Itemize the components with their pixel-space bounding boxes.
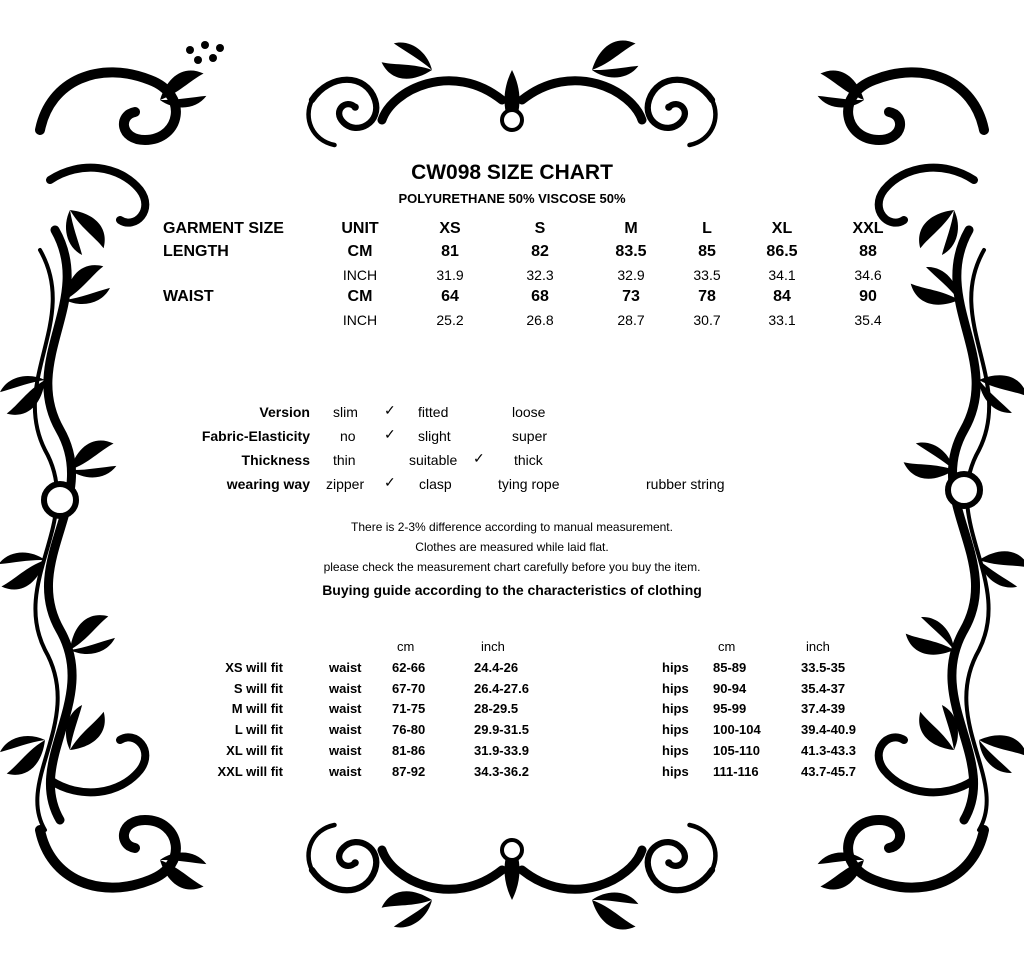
table-cell: 90 [859, 288, 877, 305]
table-cell: 85 [698, 243, 716, 260]
guide-fit-label: S will fit [233, 681, 283, 696]
attr-option: zipper [326, 476, 365, 492]
note-line: please check the measurement chart carefully before you buy the item. [323, 560, 701, 574]
guide-waist-label: waist [329, 701, 362, 716]
attr-option: slim [333, 404, 358, 420]
attr-option: no [340, 428, 356, 444]
guide-hips-cm: 105-110 [713, 743, 760, 758]
row-label-waist: WAIST [163, 288, 214, 305]
buying-guide-title: Buying guide according to the characteristics of clothing [322, 582, 702, 598]
guide-fit-label: XS will fit [225, 660, 283, 675]
guide-waist-inch: 31.9-33.9 [474, 743, 529, 758]
table-cell: 35.4 [854, 312, 882, 328]
guide-waist-cm: 87-92 [392, 764, 426, 779]
guide-fit-label: XXL will fit [217, 764, 283, 779]
check-icon: ✓ [384, 426, 396, 442]
guide-waist-cm: 62-66 [392, 660, 426, 675]
attr-option: suitable [409, 452, 458, 468]
guide-waist-inch: 29.9-31.5 [474, 722, 529, 737]
guide-waist-inch: 26.4-27.6 [474, 681, 529, 696]
attr-label-version: Version [259, 404, 310, 420]
row-unit: CM [347, 288, 373, 305]
attr-option: rubber string [646, 476, 725, 492]
guide-waist-inch: 28-29.5 [474, 701, 519, 716]
table-cell: 34.1 [768, 267, 796, 283]
guide-header-inch: inch [481, 639, 505, 654]
table-cell: 33.1 [768, 312, 796, 328]
top-center-ornament [309, 35, 716, 145]
table-cell: 86.5 [766, 243, 798, 260]
attr-label-wearing-way: wearing way [226, 476, 310, 492]
table-cell: 83.5 [615, 243, 647, 260]
guide-hips-cm: 85-89 [713, 660, 747, 675]
table-cell: 31.9 [436, 267, 464, 283]
size-header-s: S [534, 220, 546, 237]
guide-header-cm: cm [397, 639, 415, 654]
table-cell: 33.5 [693, 267, 721, 283]
check-icon: ✓ [473, 450, 485, 466]
table-cell: 26.8 [526, 312, 554, 328]
attr-option: super [512, 428, 548, 444]
guide-hips-cm: 90-94 [713, 681, 747, 696]
row-unit: CM [347, 243, 373, 260]
attr-option: clasp [419, 476, 452, 492]
table-cell: 28.7 [617, 312, 645, 328]
guide-waist-inch: 24.4-26 [474, 660, 519, 675]
guide-hips-label: hips [662, 660, 689, 675]
table-cell: 64 [441, 288, 459, 305]
note-line: There is 2-3% difference according to manual measurement. [351, 520, 673, 534]
guide-hips-inch: 43.7-45.7 [801, 764, 856, 779]
guide-waist-cm: 67-70 [392, 681, 426, 696]
check-icon: ✓ [384, 402, 396, 418]
guide-hips-inch: 37.4-39 [801, 701, 846, 716]
row-unit: INCH [342, 312, 378, 328]
table-cell: 73 [622, 288, 640, 305]
attr-option: thick [514, 452, 543, 468]
attr-option: tying rope [498, 476, 560, 492]
guide-waist-label: waist [329, 722, 362, 737]
guide-hips-label: hips [662, 743, 689, 758]
attr-label-fabric-elasticity: Fabric-Elasticity [201, 428, 310, 444]
note-line: Clothes are measured while laid flat. [415, 540, 609, 554]
guide-fit-label: M will fit [231, 701, 283, 716]
unit-header: UNIT [341, 220, 379, 237]
material-subtitle: POLYURETHANE 50% VISCOSE 50% [398, 191, 626, 206]
guide-waist-label: waist [329, 764, 362, 779]
guide-waist-cm: 76-80 [392, 722, 426, 737]
page-title: CW098 SIZE CHART [411, 161, 613, 184]
guide-hips-inch: 39.4-40.9 [801, 722, 856, 737]
guide-hips-label: hips [662, 764, 689, 779]
table-cell: 32.3 [526, 267, 554, 283]
guide-hips-label: hips [662, 681, 689, 696]
attr-option: loose [512, 404, 546, 420]
attr-option: slight [418, 428, 451, 444]
guide-hips-inch: 33.5-35 [801, 660, 846, 675]
table-cell: 78 [698, 288, 716, 305]
guide-hips-label: hips [662, 722, 689, 737]
table-cell: 88 [859, 243, 877, 260]
size-header-xl: XL [771, 220, 793, 237]
guide-header-cm-hips: cm [718, 639, 736, 654]
guide-hips-inch: 41.3-43.3 [801, 743, 856, 758]
size-header-xs: XS [439, 220, 461, 237]
guide-header-inch-hips: inch [806, 639, 830, 654]
guide-hips-cm: 111-116 [713, 764, 759, 779]
size-header-m: M [624, 220, 638, 237]
size-header-xxl: XXL [852, 220, 884, 237]
guide-waist-label: waist [329, 743, 362, 758]
guide-fit-label: XL will fit [226, 743, 283, 758]
check-icon: ✓ [384, 474, 396, 490]
bottom-center-ornament [309, 825, 716, 935]
table-cell: 68 [531, 288, 549, 305]
table-cell: 34.6 [854, 267, 882, 283]
guide-waist-cm: 71-75 [392, 701, 426, 716]
table-cell: 81 [441, 243, 459, 260]
guide-fit-label: L will fit [234, 722, 283, 737]
row-label-length: LENGTH [163, 243, 229, 260]
guide-waist-inch: 34.3-36.2 [474, 764, 529, 779]
table-cell: 25.2 [436, 312, 464, 328]
guide-waist-label: waist [329, 660, 362, 675]
guide-hips-label: hips [662, 701, 689, 716]
attr-label-thickness: Thickness [241, 452, 310, 468]
guide-hips-cm: 100-104 [713, 722, 761, 737]
table-cell: 32.9 [617, 267, 645, 283]
guide-waist-cm: 81-86 [392, 743, 426, 758]
garment-size-header: GARMENT SIZE [163, 220, 284, 237]
attr-option: thin [333, 452, 356, 468]
attr-option: fitted [418, 404, 449, 420]
row-unit: INCH [342, 267, 378, 283]
guide-hips-inch: 35.4-37 [801, 681, 846, 696]
guide-waist-label: waist [329, 681, 362, 696]
table-cell: 84 [773, 288, 791, 305]
table-cell: 82 [531, 243, 549, 260]
table-cell: 30.7 [693, 312, 721, 328]
guide-hips-cm: 95-99 [713, 701, 747, 716]
size-header-l: L [702, 220, 712, 237]
